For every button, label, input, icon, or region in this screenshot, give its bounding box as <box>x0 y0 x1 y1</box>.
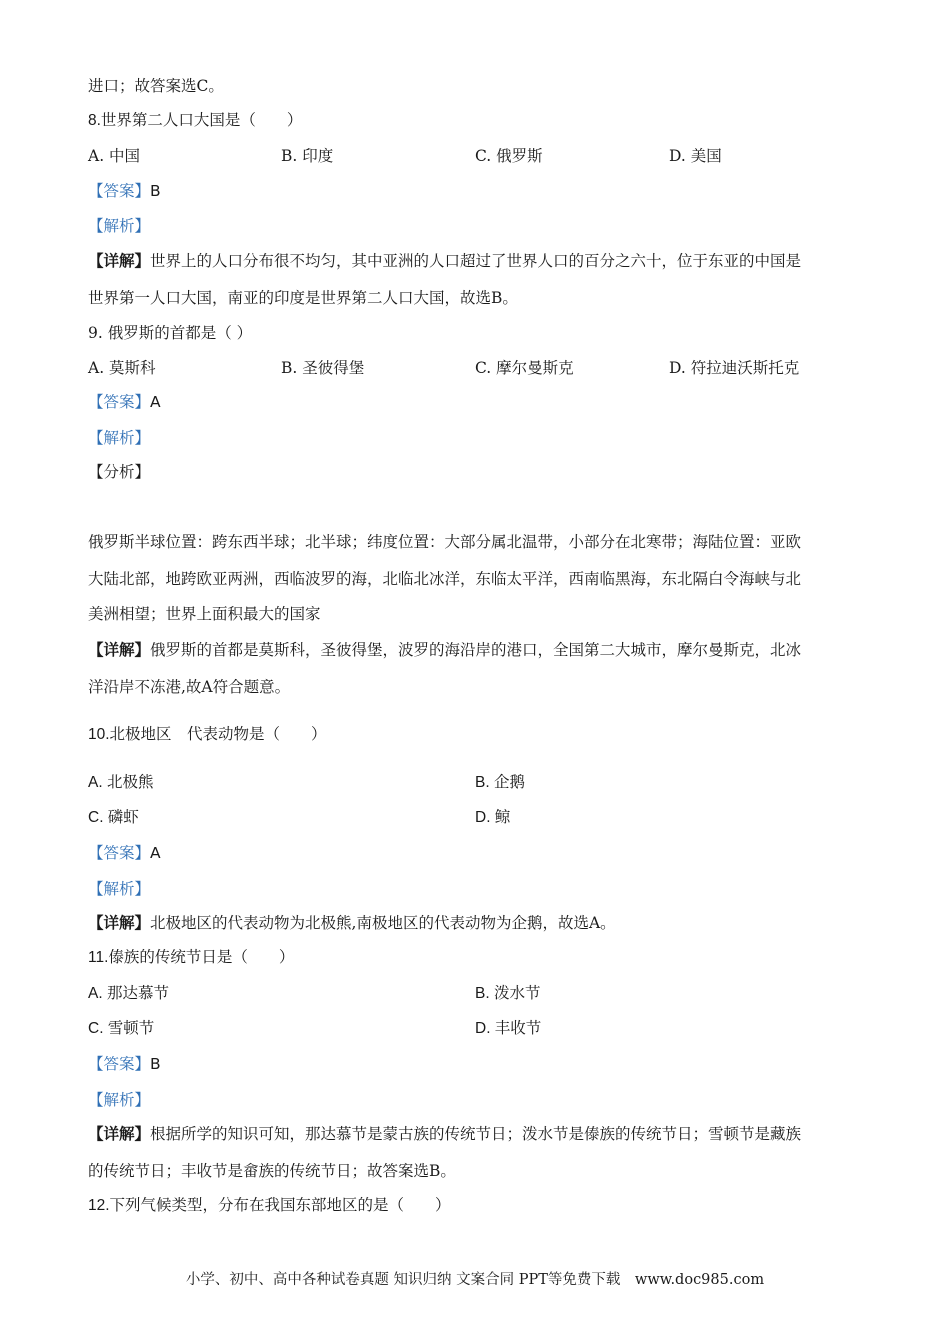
detail-tag: 【详解】 <box>88 913 151 932</box>
q9-fenxi-line-1: 俄罗斯半球位置：跨东西半球；北半球；纬度位置：大部分属北温带，小部分在北寒带；海陆位置：亚欧 <box>88 533 802 551</box>
question-12: 12.下列气候类型，分布在我国东部地区的是（ ） <box>88 1197 451 1214</box>
q11-analysis-tag: 【解析】 <box>88 1091 151 1109</box>
q10-detail-line-1 <box>88 913 616 933</box>
question-9: 9. 俄罗斯的首都是（ ） <box>88 324 253 342</box>
q9-fenxi-tag: 【分析】 <box>88 463 151 481</box>
answer-value: A <box>150 844 161 862</box>
q8-detail-line-1 <box>88 251 801 271</box>
text-line: 进口；故答案选C。 <box>88 77 224 95</box>
page-footer: 小学、初中、高中各种试卷真题 知识归纳 文案合同 PPT等免费下载 www.doc985.com <box>185 1272 765 1288</box>
detail-tag: 【详解】 <box>88 251 151 270</box>
answer-value: B <box>150 1055 161 1073</box>
detail-text: 北极地区的代表动物为北极熊,南极地区的代表动物为企鹅，故选A。 <box>150 914 616 932</box>
detail-text: 根据所学的知识可知，那达慕节是蒙古族的传统节日；泼水节是傣族的传统节日；雪顿节是藏族 <box>150 1125 802 1143</box>
q11-option-b: B. 泼水节 <box>475 985 541 1002</box>
q9-fenxi-line-3: 美洲相望；世界上面积最大的国家 <box>88 605 321 623</box>
q8-detail-line-2: 世界第一人口大国，南亚的印度是世界第二人口大国，故选B。 <box>88 289 518 307</box>
q8-answer <box>88 181 161 201</box>
answer-tag: 【答案】 <box>88 182 151 200</box>
q8-analysis-tag: 【解析】 <box>88 217 151 235</box>
q10-analysis-tag: 【解析】 <box>88 880 151 898</box>
q9-fenxi-line-2: 大陆北部，地跨欧亚两洲，西临波罗的海，北临北冰洋，东临太平洋，西南临黑海，东北隔白令海峡与北 <box>88 570 802 588</box>
q11-option-a: A. 那达慕节 <box>88 985 169 1002</box>
answer-tag: 【答案】 <box>88 393 151 411</box>
q8-option-b: B. 印度 <box>281 147 334 165</box>
question-8: 8.世界第二人口大国是（ ） <box>88 112 303 129</box>
q9-detail-line-1 <box>88 640 801 660</box>
q10-option-c: C. 磷虾 <box>88 809 139 826</box>
detail-text: 世界上的人口分布很不均匀，其中亚洲的人口超过了世界人口的百分之六十，位于东亚的中国是 <box>150 252 802 270</box>
q9-option-d: D. 符拉迪沃斯托克 <box>669 359 800 377</box>
q11-answer <box>88 1054 161 1074</box>
answer-tag: 【答案】 <box>88 1055 151 1073</box>
q11-option-c: C. 雪顿节 <box>88 1020 155 1037</box>
q9-option-c: C. 摩尔曼斯克 <box>475 359 574 377</box>
q9-option-b: B. 圣彼得堡 <box>281 359 365 377</box>
q9-answer <box>88 392 161 412</box>
q11-option-d: D. 丰收节 <box>475 1020 542 1037</box>
q9-option-a: A. 莫斯科 <box>88 359 156 377</box>
answer-value: B <box>150 182 161 200</box>
question-10: 10.北极地区 代表动物是（ ） <box>88 726 327 743</box>
q10-answer <box>88 843 161 863</box>
answer-tag: 【答案】 <box>88 844 151 862</box>
detail-tag: 【详解】 <box>88 1124 151 1143</box>
question-11: 11.傣族的传统节日是（ ） <box>88 949 295 966</box>
q10-option-b: B. 企鹅 <box>475 774 525 791</box>
q8-option-d: D. 美国 <box>669 147 722 165</box>
q8-option-c: C. 俄罗斯 <box>475 147 543 165</box>
detail-text: 俄罗斯的首都是莫斯科，圣彼得堡，波罗的海沿岸的港口，全国第二大城市，摩尔曼斯克，北冰 <box>150 641 802 659</box>
q9-analysis-tag: 【解析】 <box>88 429 151 447</box>
q10-option-a: A. 北极熊 <box>88 774 154 791</box>
q10-option-d: D. 鲸 <box>475 809 511 826</box>
q9-detail-line-2: 洋沿岸不冻港,故A符合题意。 <box>88 678 291 696</box>
q11-detail-line-1 <box>88 1124 801 1144</box>
answer-value: A <box>150 393 161 411</box>
detail-tag: 【详解】 <box>88 640 151 659</box>
q11-detail-line-2: 的传统节日；丰收节是畲族的传统节日；故答案选B。 <box>88 1162 456 1180</box>
q8-option-a: A. 中国 <box>88 147 141 165</box>
